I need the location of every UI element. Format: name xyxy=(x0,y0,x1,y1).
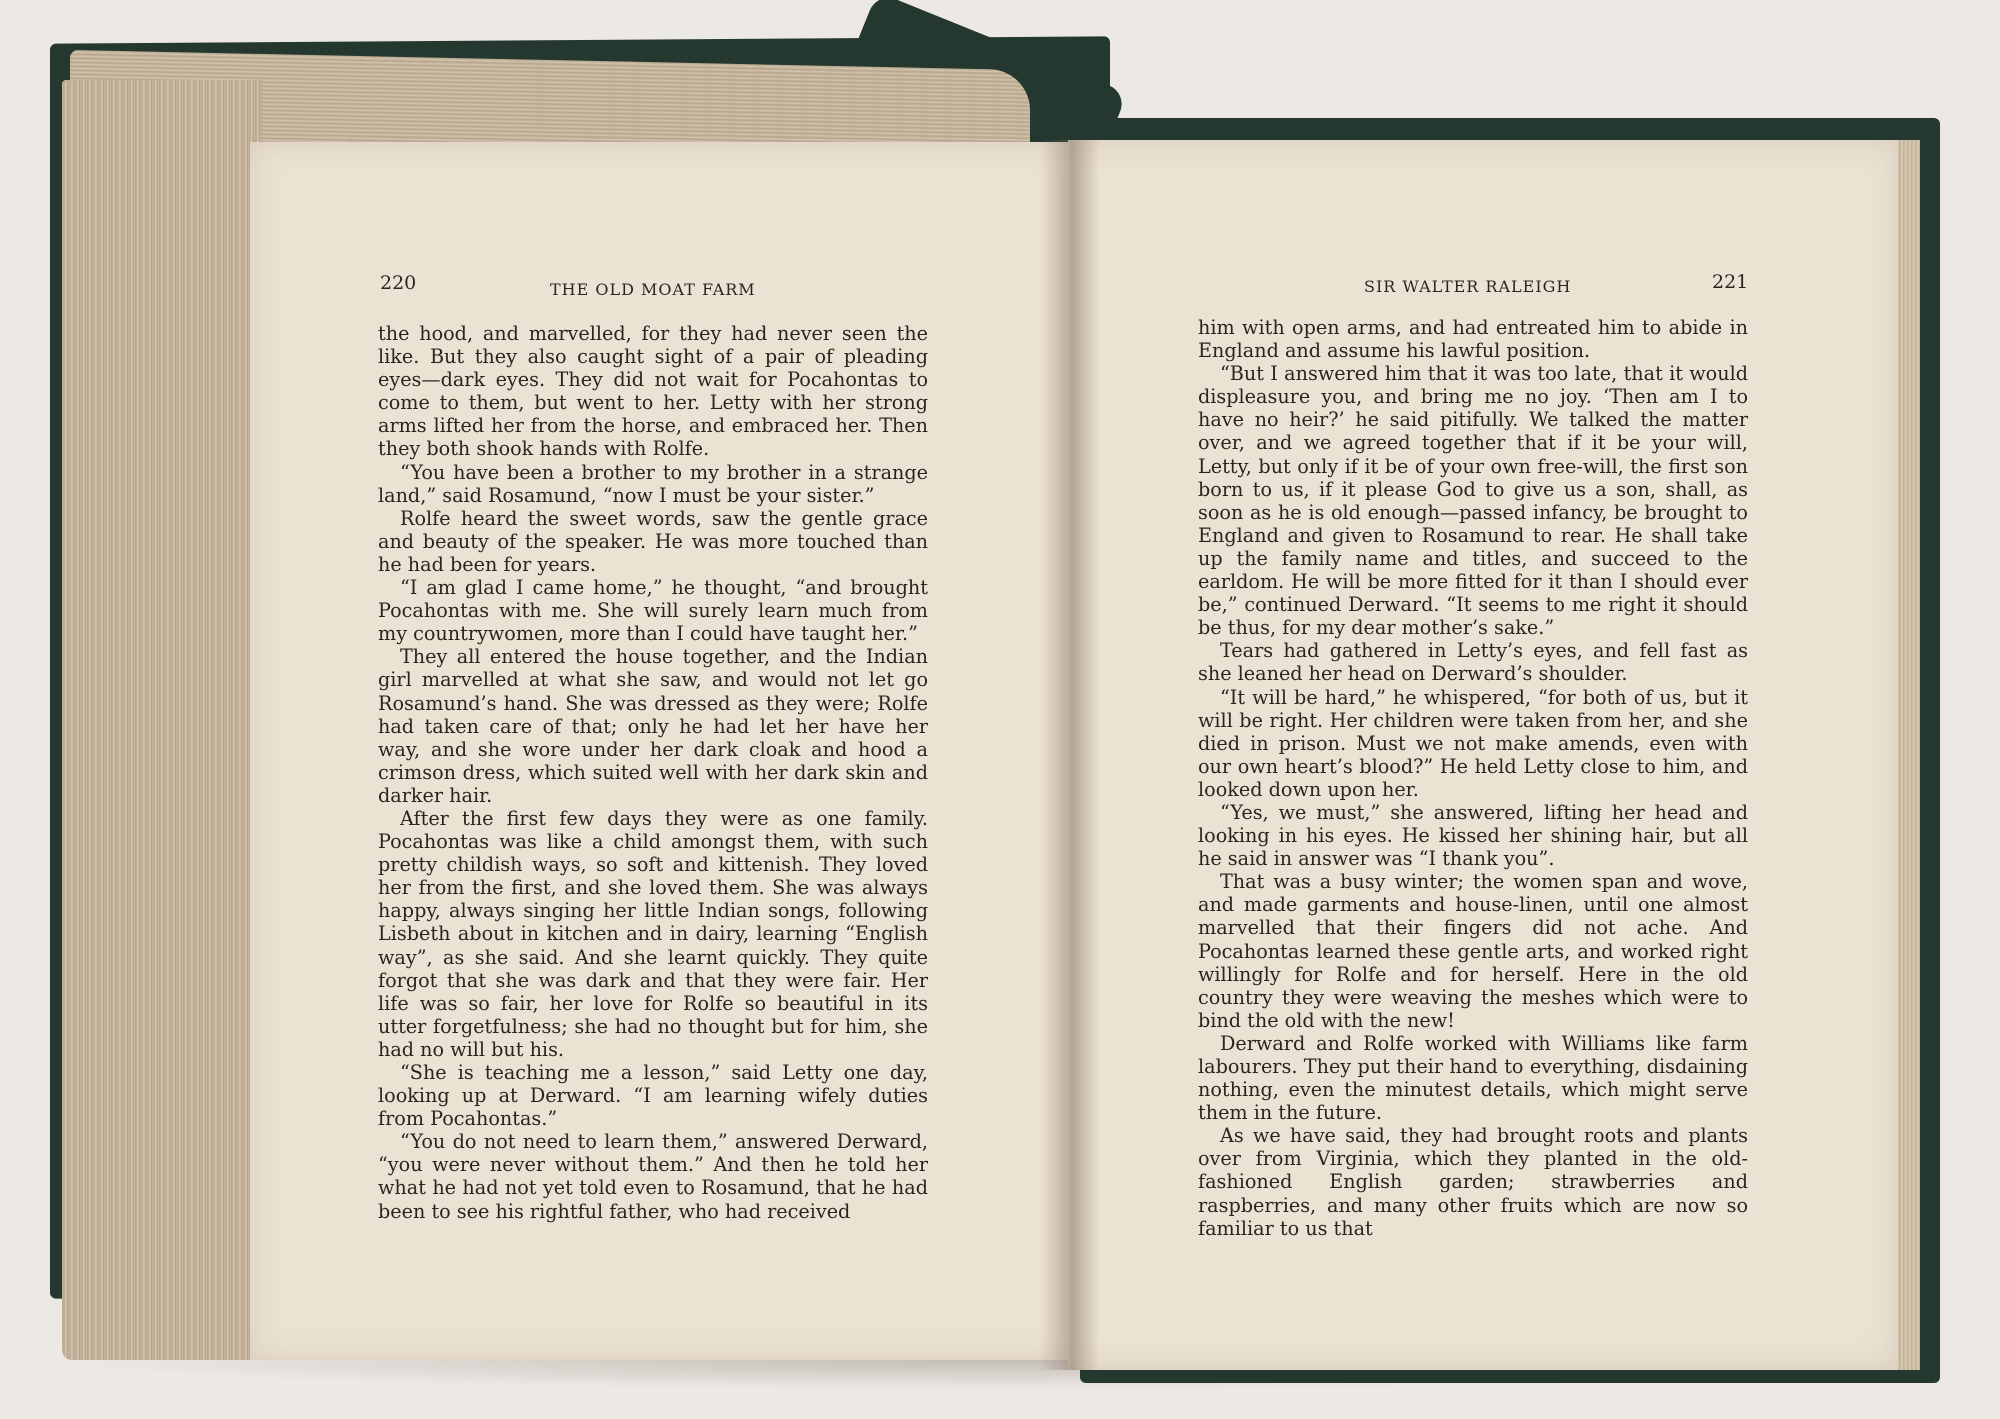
left-running-head: THE OLD MOAT FARM xyxy=(550,280,756,299)
paragraph: “I am glad I came home,” he thought, “and brought Pocahontas with me. She will surely learn much from my countrywomen, more than I could have taught her.” xyxy=(378,576,928,646)
paragraph: After the first few days they were as one family. Pocahontas was like a child amongst them, with such pretty childish ways, so soft and kittenish. They loved her from the first, and she loved them. She was always happy, always singing her little Indian songs, following Lisbeth about in kitchen and in dairy, learning “English way”, as she said. And she learnt quickly. They quite forgot that she was dark and that they were fair. Her life was so fair, her love for Rolfe so beautiful in its utter forgetfulness; she had no thought but for him, she had no will but his. xyxy=(378,806,928,1061)
paragraph: “Yes, we must,” she answered, lifting her head and looking in his eyes. He kissed her shining hair, but all he said in answer was “I thank you”. xyxy=(1198,800,1748,871)
paragraph: “But I answered him that it was too late, that it would displeasure you, and bring me no joy. ‘Then am I to have no heir?’ he said pitifully. We talked the matter over, and we agreed together that if it be your will, Letty, but only if it be of your own free-will, the first son born to us, if it please God to give us a son, shall, as soon as he is old enough—passed infancy, be brought to England and given to Rosamund to rear. He shall take up the family name and titles, and succeed to the earldom. He will be more fitted for it than I should ever be,” continued Derward. “It seems to me right it should be thus, for my dear mother’s sake.” xyxy=(1198,362,1748,640)
paragraph: Derward and Rolfe worked with Williams like farm labourers. They put their hand to everything, disdaining nothing, even the minutest details, which might serve them in the future. xyxy=(1198,1031,1748,1125)
paragraph: They all entered the house together, and the Indian girl marvelled at what she saw, and would not let go Rosamund’s hand. She was dressed as they were; Rolfe had taken care of that; only he had let her have her way, and she wore under her dark cloak and hood a crimson dress, which suited well with her dark skin and darker hair. xyxy=(378,645,928,807)
paragraph: the hood, and marvelled, for they had never seen the like. But they also caught sight of a pair of pleading eyes—dark eyes. They did not wait for Pocahontas to come to them, but went to her. Letty with her strong arms lifted her from the horse, and embraced her. Then they both shook hands with Rolfe. xyxy=(378,322,928,461)
paragraph: Rolfe heard the sweet words, saw the gentle grace and beauty of the speaker. He was more touched than he had been for years. xyxy=(378,506,928,576)
paragraph: As we have said, they had brought roots and plants over from Virginia, which they planted in the old-fashioned English garden; strawberries and raspberries, and many other fruits which are now so familiar to us that xyxy=(1198,1124,1748,1240)
right-page-body xyxy=(1198,316,1748,1240)
left-page-number: 220 xyxy=(380,272,417,294)
paragraph: That was a busy winter; the women span and wove, and made garments and house-linen, until one almost marvelled that their fingers did not ache. And Pocahontas learned these gentle arts, and worked right willingly for Rolfe and for herself. Here in the old country they were weaving the meshes which were to bind the old with the new! xyxy=(1198,870,1748,1032)
page-block-side-edge xyxy=(62,80,262,1360)
paragraph: “She is teaching me a lesson,” said Letty one day, looking up at Derward. “I am learning wifely duties from Pocahontas.” xyxy=(378,1061,928,1131)
paragraph: him with open arms, and had entreated him to abide in England and assume his lawful position. xyxy=(1198,316,1748,363)
right-running-head: SIR WALTER RALEIGH xyxy=(1364,277,1572,296)
right-page-number: 221 xyxy=(1712,271,1749,293)
left-page-body xyxy=(378,322,928,1223)
paragraph: “It will be hard,” he whispered, “for both of us, but it will be right. Her children were taken from her, and she died in prison. Must we not make amends, even with our own heart’s blood?” He held Letty close to him, and looked down upon her. xyxy=(1198,685,1748,801)
paragraph: “You have been a brother to my brother in a strange land,” said Rosamund, “now I must be your sister.” xyxy=(378,460,928,507)
paragraph: Tears had gathered in Letty’s eyes, and fell fast as she leaned her head on Derward’s shoulder. xyxy=(1198,639,1748,686)
paragraph: “You do not need to learn them,” answered Derward, “you were never without them.” And then he told her what he had not yet told even to Rosamund, that he had been to see his rightful father, who had received xyxy=(378,1130,928,1223)
book-gutter xyxy=(1040,140,1100,1370)
